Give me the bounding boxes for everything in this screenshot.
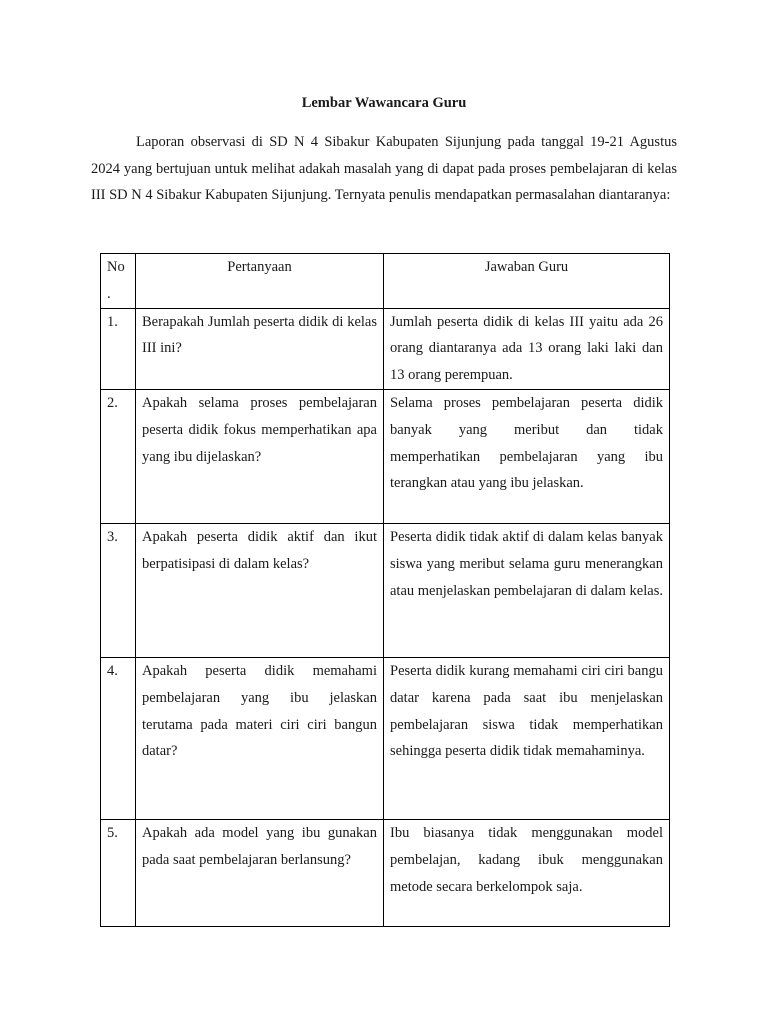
header-no: No . bbox=[101, 254, 136, 309]
header-question: Pertanyaan bbox=[136, 254, 384, 309]
table-row bbox=[101, 308, 670, 389]
header-answer: Jawaban Guru bbox=[384, 254, 670, 309]
table-row bbox=[101, 389, 670, 523]
row-question: Apakah peserta didik aktif dan ikut berpatisipasi di dalam kelas? bbox=[136, 523, 384, 657]
row-answer: Ibu biasanya tidak menggunakan model pembelajan, kadang ibuk menggunakan metode secara berkelompok saja. bbox=[384, 819, 670, 926]
row-number: 1. bbox=[101, 308, 136, 389]
row-number: 2. bbox=[101, 389, 136, 523]
row-question: Berapakah Jumlah peserta didik di kelas III ini? bbox=[136, 308, 384, 389]
row-question: Apakah ada model yang ibu gunakan pada saat pembelajaran berlansung? bbox=[136, 819, 384, 926]
intro-paragraph: Laporan observasi di SD N 4 Sibakur Kabupaten Sijunjung pada tanggal 19-21 Agustus 2024 yang bertujuan untuk melihat adakah masalah yang di dapat pada proses pembelajaran di kelas III SD N 4 Sibakur Kabupaten Sijunjung. Ternyata penulis mendapatkan permasalahan diantaranya: bbox=[91, 134, 677, 204]
row-question: Apakah peserta didik memahami pembelajaran yang ibu jelaskan terutama pada materi ciri ciri bangun datar? bbox=[136, 657, 384, 819]
row-answer: Peserta didik kurang memahami ciri ciri bangu datar karena pada saat ibu menjelaskan pembelajaran siswa tidak memperhatikan sehingga peserta didik tidak memahaminya. bbox=[384, 657, 670, 819]
row-answer: Jumlah peserta didik di kelas III yaitu ada 26 orang diantaranya ada 13 orang laki laki dan 13 orang perempuan. bbox=[384, 308, 670, 389]
document-title: Lembar Wawancara Guru bbox=[301, 95, 467, 111]
row-question: Apakah selama proses pembelajaran peserta didik fokus memperhatikan apa yang ibu dijelaskan? bbox=[136, 389, 384, 523]
row-number: 5. bbox=[101, 819, 136, 926]
row-number: 3. bbox=[101, 523, 136, 657]
table-row bbox=[101, 819, 670, 926]
interview-table bbox=[100, 253, 670, 927]
table-row bbox=[101, 657, 670, 819]
table-header-row bbox=[101, 254, 670, 309]
table-row bbox=[101, 523, 670, 657]
row-number: 4. bbox=[101, 657, 136, 819]
row-answer: Selama proses pembelajaran peserta didik banyak yang meribut dan tidak memperhatikan pembelajaran yang ibu terangkan atau yang ibu jelaskan. bbox=[384, 389, 670, 523]
row-answer: Peserta didik tidak aktif di dalam kelas banyak siswa yang meribut selama guru menerangkan atau menjelaskan pembelajaran di dalam kelas. bbox=[384, 523, 670, 657]
